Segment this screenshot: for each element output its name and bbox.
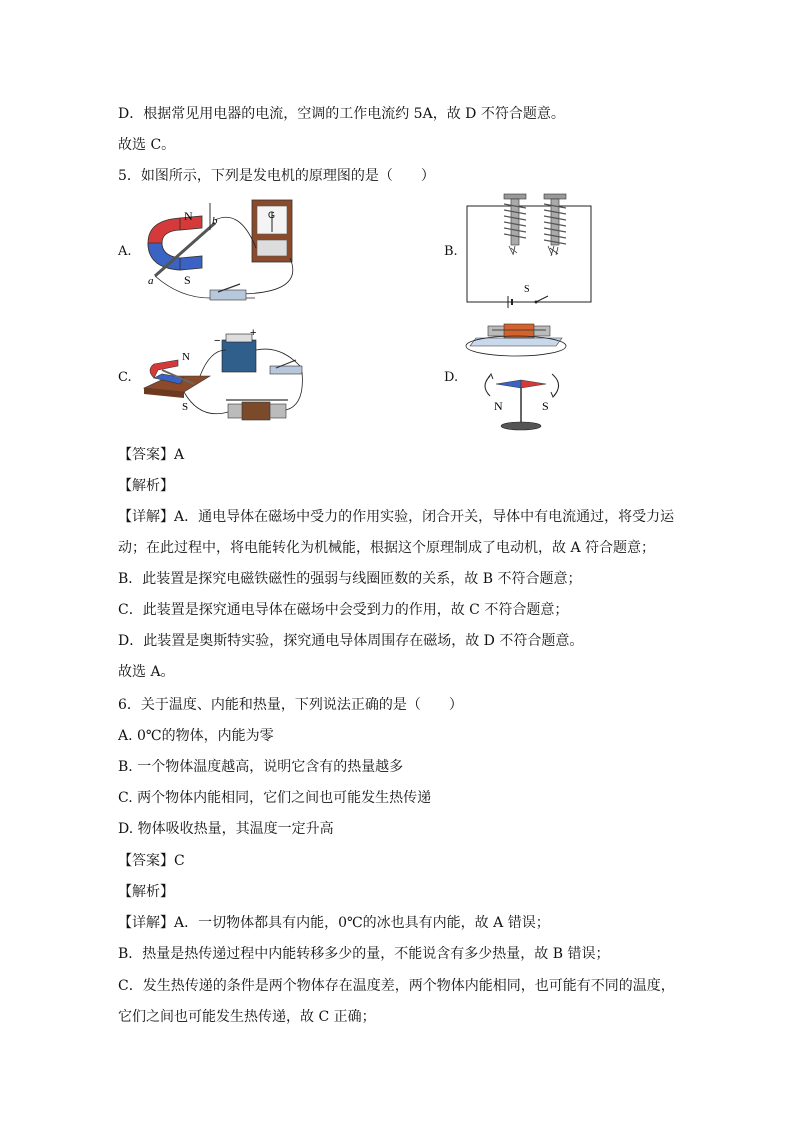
answer-5: 【答案】A [118, 447, 185, 463]
explanation-line: D．此装置是奥斯特实验，探究通电导体周围存在磁场，故 D 不符合题意。 [118, 633, 584, 649]
figure-b [466, 192, 592, 304]
label-n: N [182, 351, 190, 363]
option-line: D. 物体吸收热量，其温度一定升高 [118, 821, 334, 837]
label-a: a [148, 275, 154, 287]
label-minus: − [214, 335, 221, 347]
label-n: N [184, 209, 193, 223]
figure-d [466, 320, 576, 434]
explanation-line: B．热量是热传递过程中内能转移多少的量，不能说含有多少热量，故 B 错误； [118, 946, 610, 962]
explanation-line: C．发生热传递的条件是两个物体存在温度差，两个物体内能相同，也可能有不同的温度， [118, 978, 675, 994]
explanation-line: 动；在此过程中，将电能转化为机械能，根据这个原理制成了电动机，故 A 符合题意； [118, 540, 656, 556]
label-s: S [184, 273, 191, 287]
label-b: b [212, 215, 218, 227]
option-line: A. 0℃的物体，内能为零 [118, 728, 274, 744]
text-line: 故选 C。 [118, 137, 176, 153]
option-a-label: A. [118, 244, 132, 259]
option-line: B. 一个物体温度越高，说明它含有的热量越多 [118, 759, 404, 775]
label-n: N [494, 399, 503, 413]
text-line: D．根据常见用电器的电流，空调的工作电流约 5A，故 D 不符合题意。 [118, 106, 565, 122]
label-s: S [542, 399, 549, 413]
figure-c [140, 327, 315, 430]
option-c-label: C. [118, 370, 132, 385]
label-g: G [268, 210, 276, 220]
explanation-line: C．此装置是探究通电导体在磁场中会受到力的作用，故 C 不符合题意； [118, 602, 569, 618]
question-6: 6．关于温度、内能和热量，下列说法正确的是（ ） [118, 697, 463, 713]
explanation-line: B．此装置是探究电磁铁磁性的强弱与线圈匝数的关系，故 B 不符合题意； [118, 571, 582, 587]
analysis-heading: 【解析】 [118, 884, 174, 900]
label-s: S [182, 401, 189, 413]
label-s: S [524, 284, 530, 295]
figure-a [140, 198, 315, 308]
option-line: C. 两个物体内能相同，它们之间也可能发生热传递 [118, 790, 432, 806]
explanation-line: 【详解】A．通电导体在磁场中受力的作用实验，闭合开关，导体中有电流通过，将受力运 [118, 509, 675, 525]
option-b-label: B. [444, 244, 458, 259]
label-plus: + [250, 327, 257, 339]
answer-6: 【答案】C [118, 853, 185, 869]
question-5: 5．如图所示，下列是发电机的原理图的是（ ） [118, 168, 435, 184]
text-line: 故选 A。 [118, 664, 175, 680]
explanation-line: 它们之间也可能发生热传递，故 C 正确； [118, 1009, 376, 1025]
analysis-heading: 【解析】 [118, 478, 174, 494]
option-d-label: D. [444, 370, 459, 385]
explanation-line: 【详解】A．一切物体都具有内能，0℃的冰也具有内能，故 A 错误； [118, 915, 550, 931]
